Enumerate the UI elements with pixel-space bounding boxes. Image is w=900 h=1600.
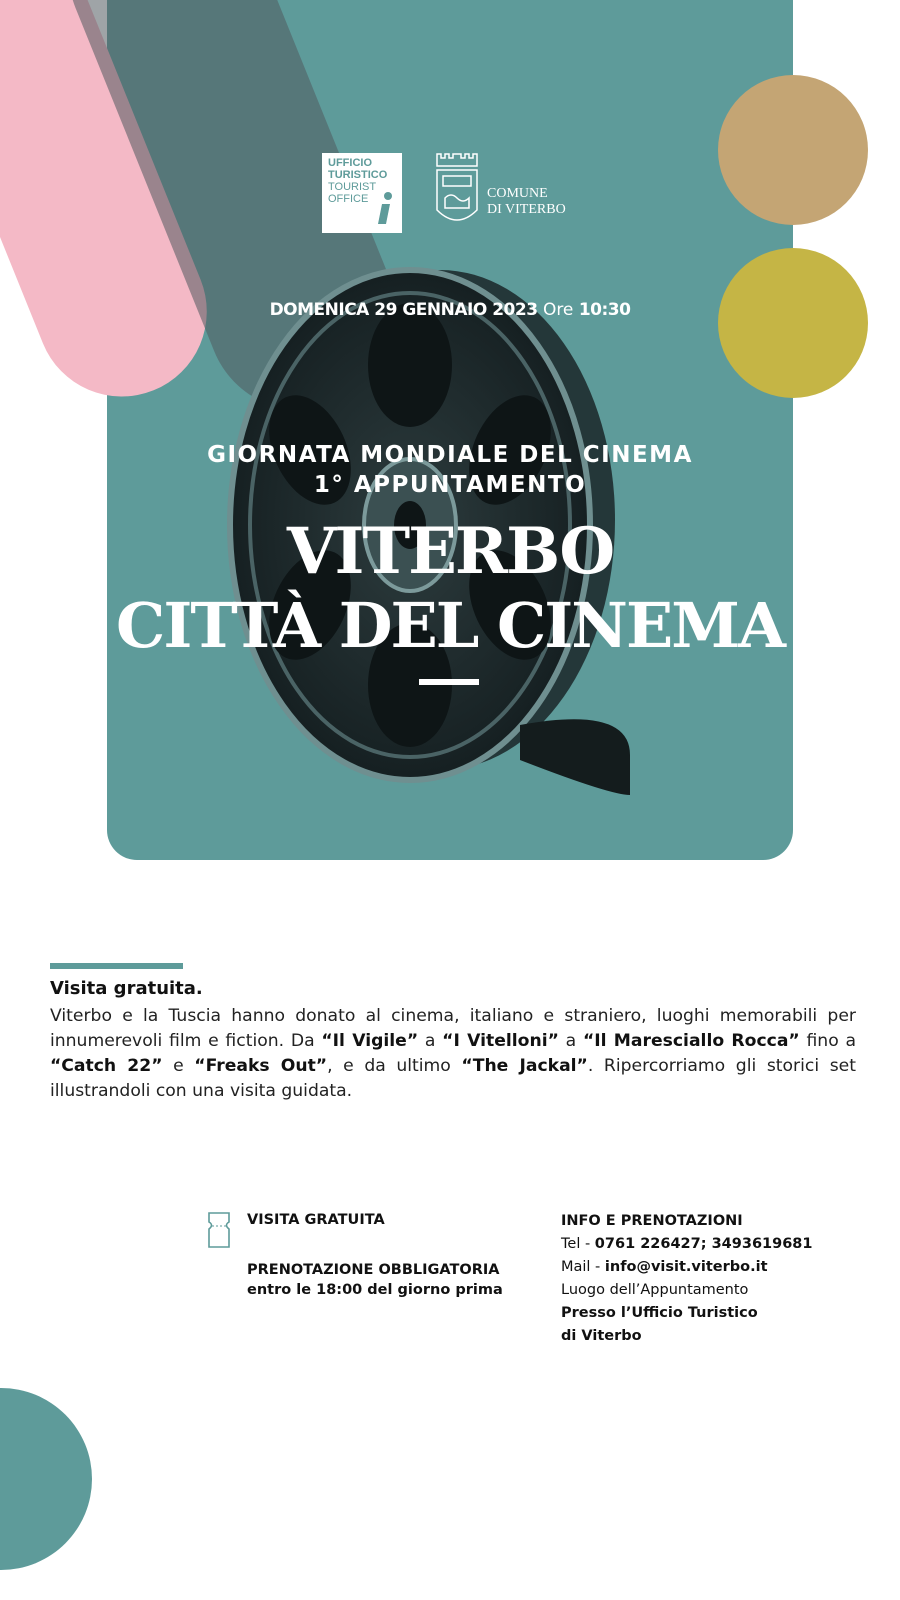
tourist-office-logo: UFFICIO TURISTICO TOURIST OFFICE bbox=[322, 153, 402, 233]
booking-deadline: entro le 18:00 del giorno prima bbox=[247, 1282, 503, 1298]
ticket-icon bbox=[208, 1212, 230, 1248]
event-title: VITERBO CITTÀ DEL CINEMA bbox=[116, 514, 784, 662]
comune-di-viterbo-logo-text: COMUNE DI VITERBO bbox=[487, 186, 566, 217]
tan-circle-decoration bbox=[718, 75, 868, 225]
meeting-place-line1: Presso l’Ufficio Turistico bbox=[561, 1305, 758, 1321]
contact-info bbox=[561, 1210, 881, 1348]
email-address[interactable]: info@visit.viterbo.it bbox=[604, 1259, 768, 1275]
description-accent-bar bbox=[50, 963, 183, 969]
gold-circle-decoration bbox=[718, 248, 868, 398]
viterbo-crest-icon bbox=[433, 150, 481, 236]
booking-required-label: PRENOTAZIONE OBBLIGATORIA bbox=[247, 1262, 500, 1278]
phone-number[interactable]: 0761 226427; 3493619681 bbox=[594, 1236, 813, 1252]
mail-line: Mail - info@visit.viterbo.it bbox=[561, 1259, 768, 1275]
description-heading: Visita gratuita. bbox=[50, 978, 203, 999]
contacts-heading: INFO E PRENOTAZIONI bbox=[561, 1213, 743, 1229]
teal-circle-decoration bbox=[0, 1388, 92, 1570]
event-date: DOMENICA 29 GENNAIO 2023 Ore 10:30 bbox=[269, 300, 631, 320]
title-underline bbox=[419, 679, 479, 685]
event-subtitle: GIORNATA MONDIALE DEL CINEMA 1° APPUNTAMENTO bbox=[207, 442, 693, 498]
info-i-icon bbox=[376, 191, 394, 227]
free-visit-label: VISITA GRATUITA bbox=[247, 1212, 385, 1228]
visit-info bbox=[247, 1210, 537, 1300]
description-body: Viterbo e la Tuscia hanno donato al cinema, italiano e straniero, luoghi memorabili per innumerevoli film e fiction. Da “Il Vigile” a “I Vitelloni” a “Il Maresciallo Rocca” fino a “Catch 22” e “Freaks Out”, e da ultimo “The Jackal”. Ripercorriamo gli storici set illustrandoli con una visita guidata. bbox=[50, 1006, 856, 1101]
phone-line: Tel - 0761 226427; 3493619681 bbox=[561, 1236, 813, 1252]
meeting-place-line2: di Viterbo bbox=[561, 1328, 642, 1344]
meeting-label: Luogo dell’Appuntamento bbox=[561, 1282, 749, 1298]
